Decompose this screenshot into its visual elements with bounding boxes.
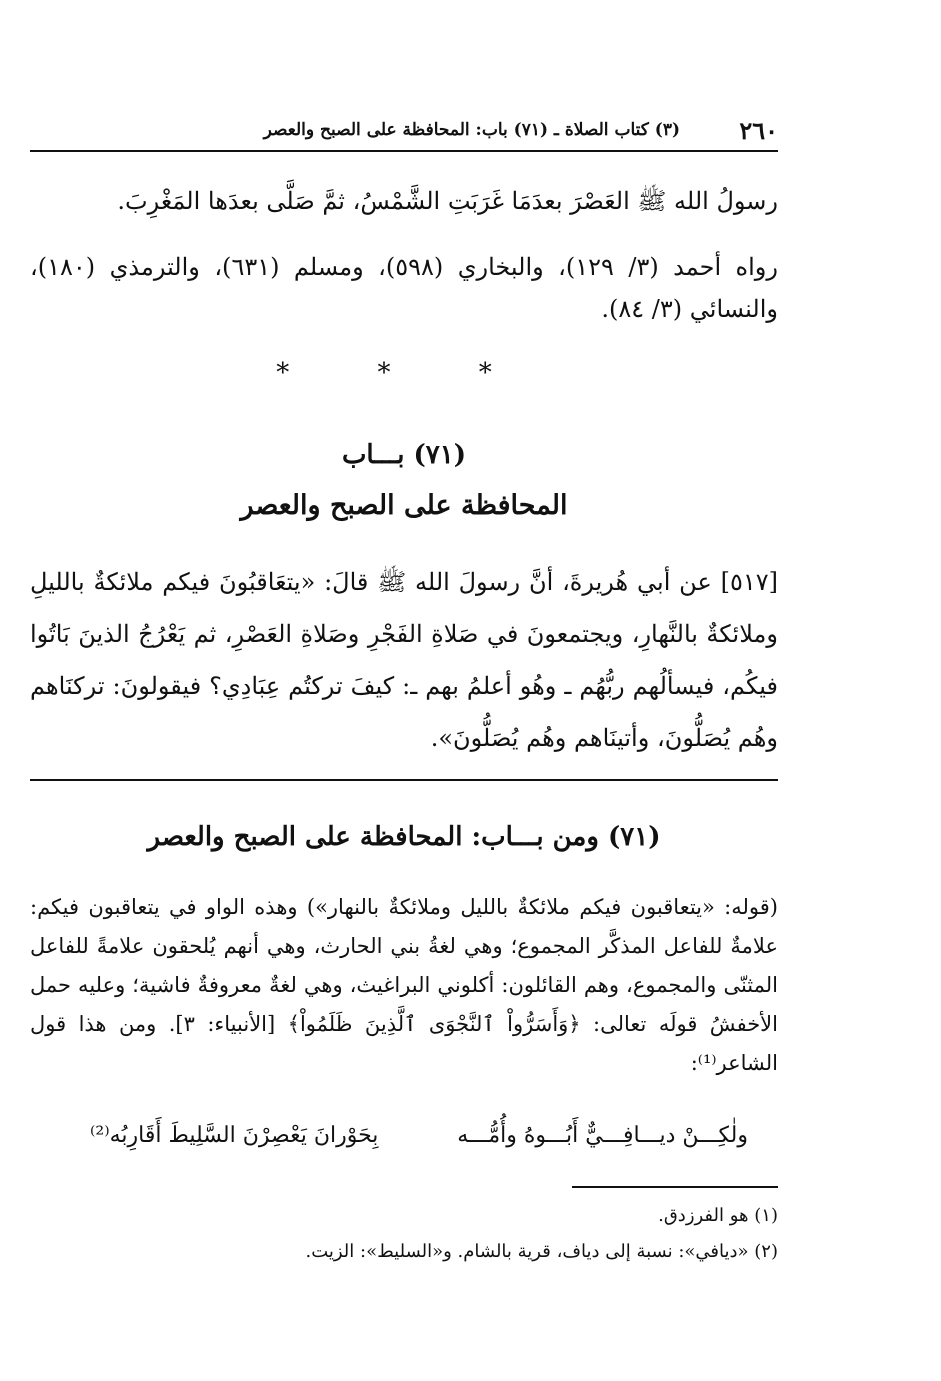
footnote-2: (٢) «ديافي»: نسبة إلى دياف، قرية بالشام. و«السليط»: الزيت. [305, 1241, 778, 1262]
source-citation: رواه أحمد (٣/ ١٢٩)، والبخاري (٥٩٨)، ومسلم (٦٣١)، والترمذي (١٨٠)، والنسائي (٣/ ٨٤). [30, 253, 778, 323]
page-number: ٢٦٠ [739, 116, 778, 145]
hadith-text: [٥١٧] عن أبي هُريرةَ، أنَّ رسولَ الله ﷺ قالَ: «يتعَاقبُونَ فيكم ملائكةٌ بالليلِ وملائكةٌ بالنَّهارِ، ويجتمعونَ في صَلاةِ الفَجْرِ وصَلاةِ العَصْرِ، ثم يَعْرُجُ الذينَ بَاتُوا فيكُم، فيسألُهم ربُّهُم ـ وهُو أعلمُ بهم ـ: كيفَ تركتُم عِبَادِي؟ فيقولونَ: تركنَاهم وهُم يُصَلُّونَ، وأتينَاهم وهُم يُصَلُّونَ». [30, 568, 778, 752]
verse-second-hemistich: بِحَوْرانَ يَعْصِرْنَ السَّلِيطَ أَقَارِبُه⁽²⁾ [90, 1123, 379, 1148]
verse-first-hemistich: ولٰكِـــنْ ديـــافِـــيٌّ أَبُـــوهُ وأُمُّـــه [457, 1123, 748, 1148]
commentary-divider [30, 779, 778, 781]
body-paragraph: رسولُ الله ﷺ العَصْرَ بعدَمَا غَرَبَتِ الشَّمْسُ، ثمَّ صَلَّى بعدَها المَغْرِبَ. [117, 187, 778, 215]
commentary-title: (٧١) ومن بـــاب: المحافظة على الصبح والعصر [147, 822, 661, 852]
commentary-text: (قوله: «يتعاقبون فيكم ملائكةٌ بالليل وملائكةٌ بالنهار») وهذه الواو في يتعاقبون فيكم: علامةٌ للفاعل المذكَّر المجموع؛ وهي لغةُ بني الحارث، وهي أنهم يُلحقون علامةً للفاعل المثنّى والمجموع، وهم القائلون: أكلوني البراغيث، وهي لغةٌ معروفةٌ فاشية؛ وعليه حمل الأخفشُ قولَه تعالى: ﴿وَأَسَرُّواْ ٱلنَّجْوَى ٱلَّذِينَ ظَلَمُواْ﴾ [الأنبياء: ٣]. ومن هذا قول الشاعر⁽¹⁾: [30, 895, 778, 1075]
section-separator: * * * [276, 358, 532, 388]
poetry-verse [30, 1116, 778, 1156]
chapter-title: المحافظة على الصبح والعصر [240, 490, 568, 521]
footnote-divider [572, 1186, 778, 1188]
chapter-number: (٧١) بـــاب [341, 440, 467, 470]
footnote-1: (١) هو الفرزدق. [658, 1205, 778, 1226]
running-header-title: (٣) كتاب الصلاة ـ (٧١) باب: المحافظة على الصبح والعصر [263, 120, 680, 140]
header-divider [30, 150, 778, 152]
